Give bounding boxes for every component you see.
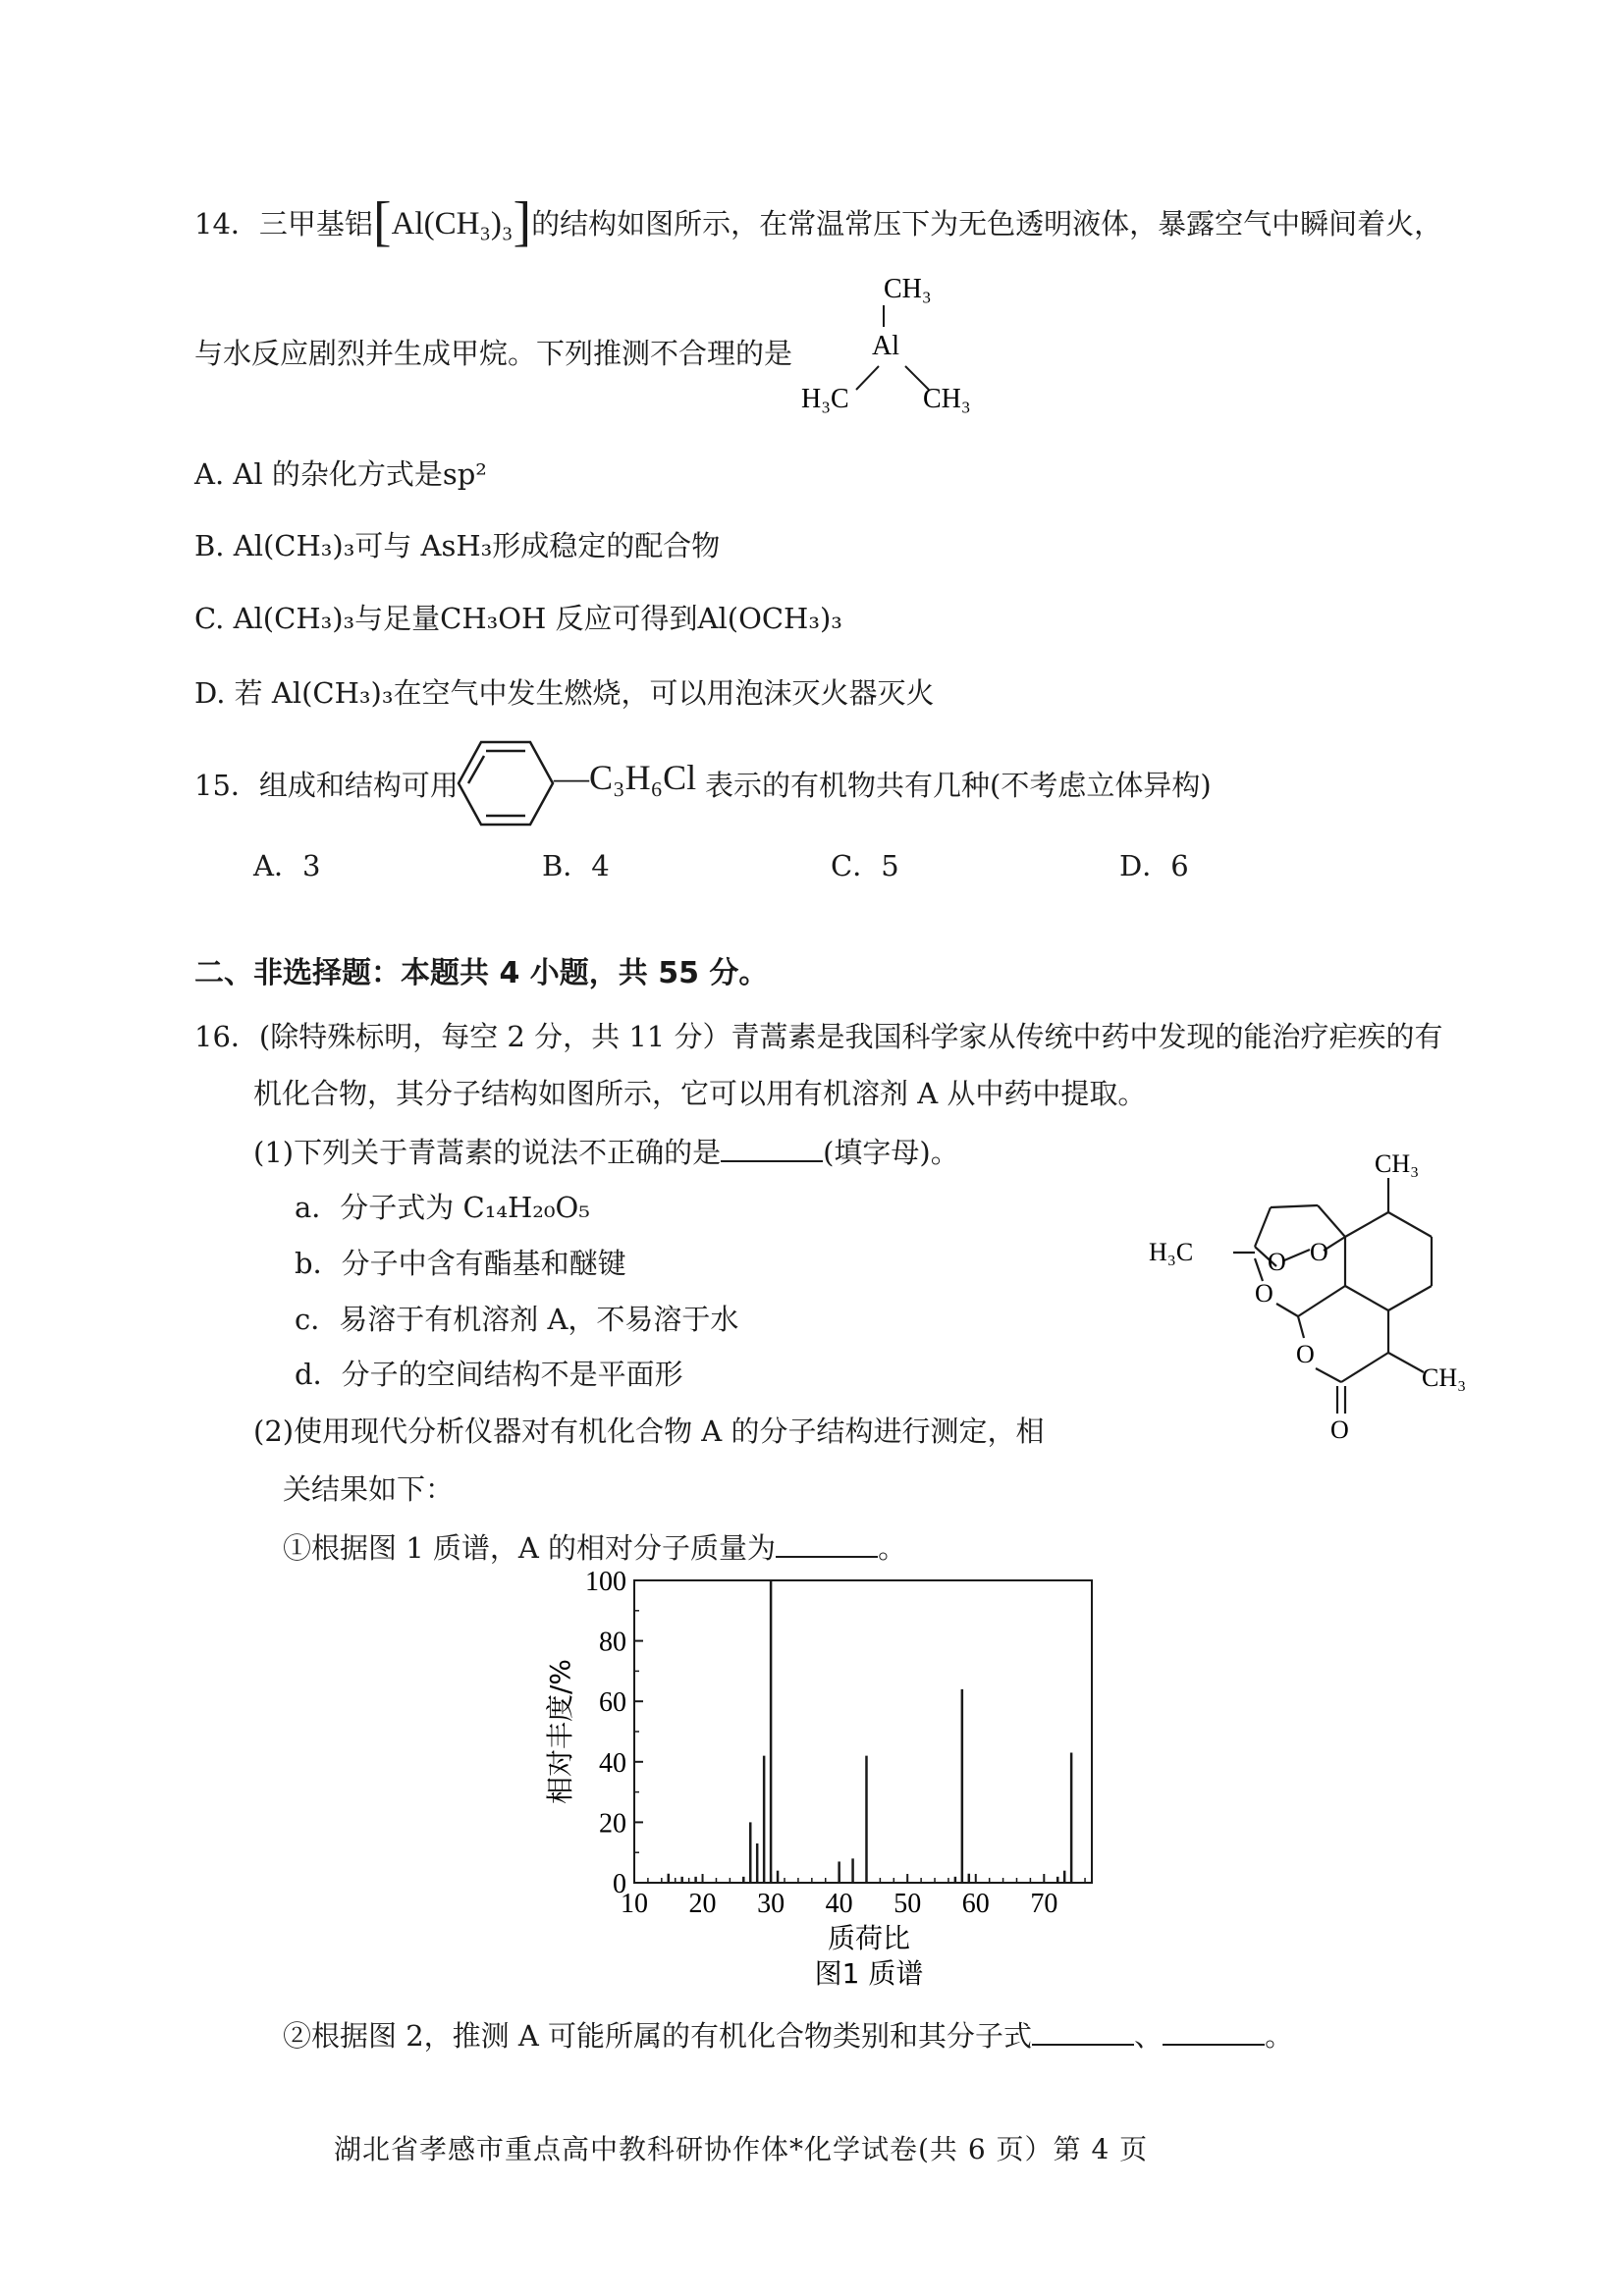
artemisinin-o2: O bbox=[1310, 1238, 1328, 1266]
q16-p2-q1 bbox=[283, 1526, 906, 1568]
q16-p2-q2 bbox=[283, 2014, 1293, 2056]
artemisinin-ch3-top: CH₃ bbox=[1375, 1149, 1420, 1178]
artemisinin-ch3-right: CH₃ bbox=[1422, 1363, 1467, 1392]
q14-struct-left: H₃C bbox=[801, 384, 849, 414]
answer-blank-4[interactable] bbox=[1163, 2014, 1265, 2046]
q14-option-b: B. Al(CH₃)₃可与 AsH₃形成稳定的配合物 bbox=[194, 529, 721, 562]
chart-xlabel: 质荷比 bbox=[827, 1922, 911, 1954]
chart-ytick-label-20: 20 bbox=[599, 1808, 626, 1840]
q16-line1: 16．(除特殊标明，每空 2 分，共 11 分）青蒿素是我国科学家从传统中药中发现的能治疗疟疾的有 bbox=[194, 1020, 1443, 1053]
q14-option-a: A. Al 的杂化方式是sp² bbox=[194, 457, 487, 491]
q16-p2-line1: (2)使用现代分析仪器对有机化合物 A 的分子结构进行测定，相 bbox=[253, 1415, 1045, 1448]
section2-title: 二、非选择题：本题共 4 小题，共 55 分。 bbox=[194, 956, 769, 990]
chart-ytick-label-40: 40 bbox=[599, 1747, 626, 1779]
chart-xtick-label-10: 10 bbox=[621, 1889, 648, 1919]
chart-xtick-label-20: 20 bbox=[688, 1889, 717, 1919]
artemisinin-structure bbox=[1139, 1139, 1483, 1453]
q16-p1-option-a: a．分子式为 C₁₄H₂₀O₅ bbox=[295, 1191, 590, 1224]
q16-p1-pre: (1)下列关于青蒿素的说法不正确的是 bbox=[253, 1136, 722, 1169]
benzene-ring-icon bbox=[457, 738, 555, 828]
q15-formula: —C₃H₆Cl bbox=[554, 758, 697, 797]
q14-line2: 与水反应剧烈并生成甲烷。下列推测不合理的是 bbox=[194, 337, 793, 370]
trimethylaluminum-structure bbox=[785, 270, 982, 427]
q16-p2-q1-pre: ①根据图 1 质谱，A 的相对分子质量为 bbox=[283, 1531, 777, 1565]
q14-struct-right: CH₃ bbox=[923, 384, 971, 414]
chart-xtick-label-50: 50 bbox=[893, 1889, 922, 1919]
q14-line1-pre: 14．三甲基铝 bbox=[194, 207, 373, 240]
q14-struct-top: CH₃ bbox=[884, 274, 932, 304]
mass-spectrum-chart bbox=[530, 1569, 1110, 1991]
q16-p2-q2-pre: ②根据图 2，推测 A 可能所属的有机化合物类别和其分子式 bbox=[283, 2019, 1033, 2053]
chart-ytick-label-0: 0 bbox=[613, 1869, 626, 1899]
chart-ytick-label-100: 100 bbox=[585, 1569, 626, 1597]
q16-p1-option-c: c．易溶于有机溶剂 A，不易溶于水 bbox=[295, 1303, 739, 1336]
q15-pre: 15．组成和结构可用 bbox=[194, 769, 459, 802]
page-footer: 湖北省孝感市重点高中教科研协作体*化学试卷(共 6 页）第 4 页 bbox=[334, 2133, 1149, 2165]
q16-p1 bbox=[253, 1131, 959, 1172]
chart-ytick-label-80: 80 bbox=[599, 1627, 626, 1658]
q15-post: 表示的有机物共有几种(不考虑立体异构) bbox=[705, 769, 1212, 802]
q14-option-c: C. Al(CH₃)₃与足量CH₃OH 反应可得到Al(OCH₃)₃ bbox=[194, 602, 842, 635]
q16-p1-option-b: b．分子中含有酯基和醚键 bbox=[295, 1247, 626, 1280]
artemisinin-o1: O bbox=[1268, 1248, 1286, 1276]
artemisinin-o4: O bbox=[1296, 1340, 1315, 1368]
q14-option-d: D. 若 Al(CH₃)₃在空气中发生燃烧，可以用泡沫灭火器灭火 bbox=[194, 676, 935, 710]
q14-struct-center: Al bbox=[872, 331, 899, 361]
q15-option-d: D．6 bbox=[1119, 849, 1189, 882]
answer-blank-2[interactable] bbox=[776, 1526, 878, 1558]
q15-option-a: A．3 bbox=[253, 849, 321, 882]
chart-xtick-label-40: 40 bbox=[825, 1889, 853, 1919]
answer-blank-3[interactable] bbox=[1032, 2014, 1134, 2046]
q16-p1-post: (填字母)。 bbox=[823, 1136, 959, 1169]
chart-ytick-label-60: 60 bbox=[599, 1687, 626, 1719]
chart-xtick-label-70: 70 bbox=[1030, 1889, 1058, 1919]
q16-p1-option-d: d．分子的空间结构不是平面形 bbox=[295, 1358, 683, 1391]
q14-line1 bbox=[194, 191, 1443, 252]
q15-option-c: C．5 bbox=[831, 849, 899, 882]
q16-p2-q2-post: 。 bbox=[1265, 2019, 1294, 2053]
q14-line1-post: 的结构如图所示，在常温常压下为无色透明液体，暴露空气中瞬间着火， bbox=[531, 207, 1443, 240]
answer-blank-1[interactable] bbox=[721, 1131, 823, 1162]
q16-line2: 机化合物，其分子结构如图所示，它可以用有机溶剂 A 从中药中提取。 bbox=[253, 1077, 1147, 1110]
chart-xtick-label-60: 60 bbox=[961, 1889, 990, 1919]
artemisinin-o5: O bbox=[1330, 1415, 1349, 1444]
q16-p2-line2: 关结果如下： bbox=[283, 1472, 455, 1506]
artemisinin-o3: O bbox=[1255, 1279, 1273, 1308]
chart-ylabel: 相对丰度/% bbox=[544, 1658, 576, 1805]
chart-frame bbox=[634, 1580, 1092, 1883]
q15-option-b: B．4 bbox=[542, 849, 610, 882]
q16-p2-q1-post: 。 bbox=[878, 1531, 907, 1565]
chart-xtick-label-30: 30 bbox=[757, 1889, 785, 1919]
q16-p2-q2-mid: 、 bbox=[1134, 2019, 1164, 2053]
chart-title: 图1 质谱 bbox=[814, 1957, 924, 1990]
artemisinin-h3c: H₃C bbox=[1149, 1238, 1194, 1266]
q14-formula: [Al(CH₃)₃] bbox=[372, 191, 532, 252]
